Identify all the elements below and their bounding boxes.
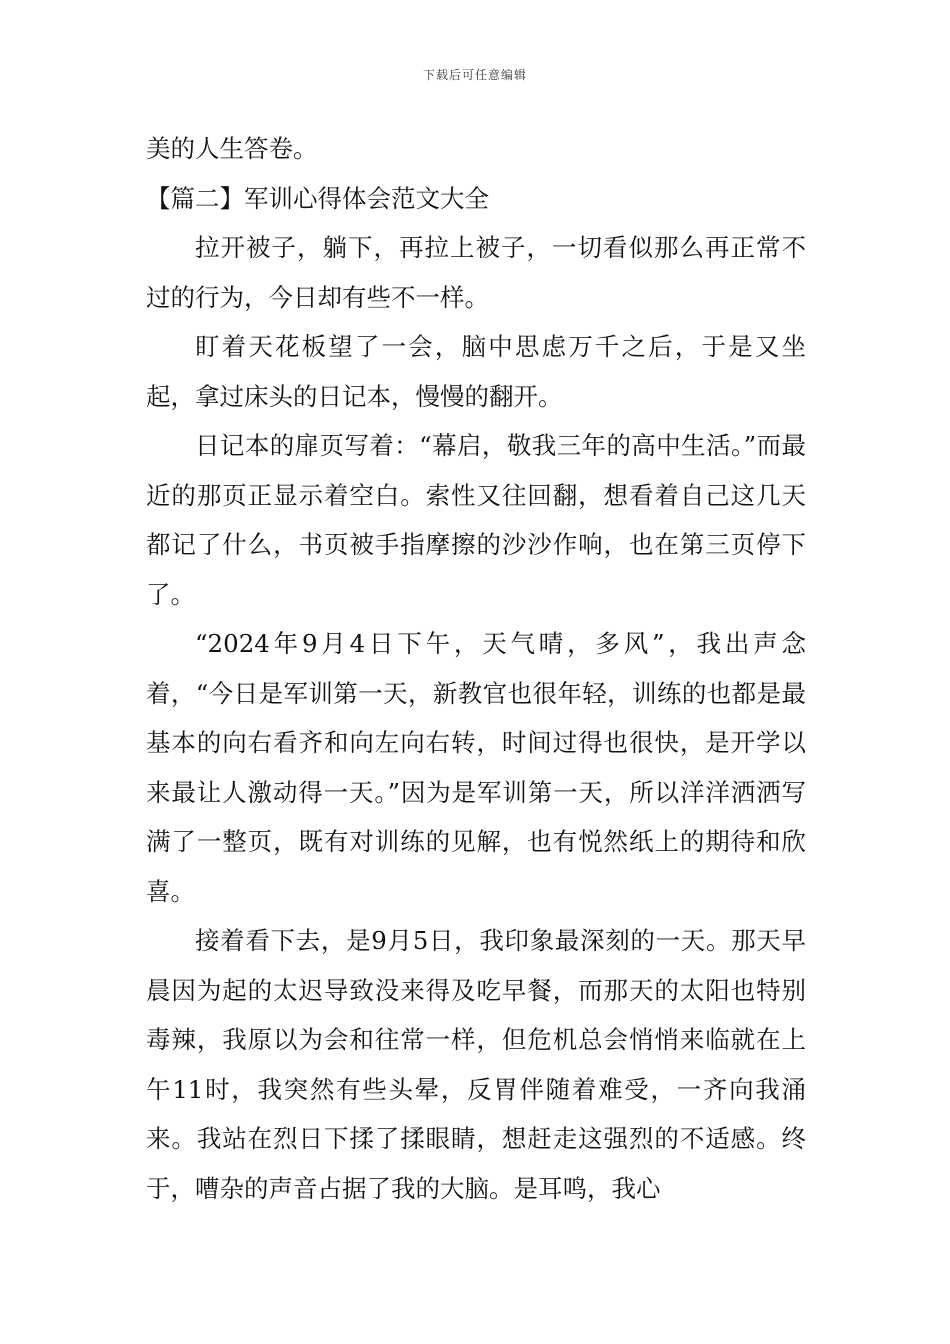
document-body [146, 124, 806, 1213]
paragraph: 日记本的扉页写着：“幕启，敬我三年的高中生活。”而最近的那页正显示着空白。索性又往回翻，想看着自己这几天都记了什么，书页被手指摩擦的沙沙作响，也在第三页停下了。 [146, 431, 806, 609]
header-note: 下载后可任意编辑 [422, 68, 527, 82]
paragraph: 接着看下去，是9月5日，我印象最深刻的一天。那天早晨因为起的太迟导致没来得及吃早餐，而那天的太阳也特别毒辣，我原以为会和往常一样，但危机总会悄悄来临就在上午11时，我突然有些头晕，反胃伴随着难受，一齐向我涌来。我站在烈日下揉了揉眼睛，想赶走这强烈的不适感。终于，嘈杂的声音占据了我的大脑。是耳鸣，我心 [146, 926, 806, 1203]
paragraph: 拉开被子，躺下，再拉上被子，一切看似那么再正常不过的行为，今日却有些不一样。 [146, 233, 806, 312]
section-heading: 【篇二】军训心得体会范文大全 [146, 183, 489, 213]
paragraph: “2024年9月4日下午，天气晴，多风”，我出声念着，“今日是军训第一天，新教官也很年轻，训练的也都是最基本的向右看齐和向左向右转，时间过得也很快，是开学以来最让人激动得一天。”因为是军训第一天，所以洋洋洒洒写满了一整页，既有对训练的见解，也有悦然纸上的期待和欣喜。 [146, 629, 806, 906]
paragraph: 盯着天花板望了一会，脑中思虑万千之后，于是又坐起，拿过床头的日记本，慢慢的翻开。 [146, 332, 806, 411]
continuation-line: 美的人生答卷。 [146, 134, 318, 163]
